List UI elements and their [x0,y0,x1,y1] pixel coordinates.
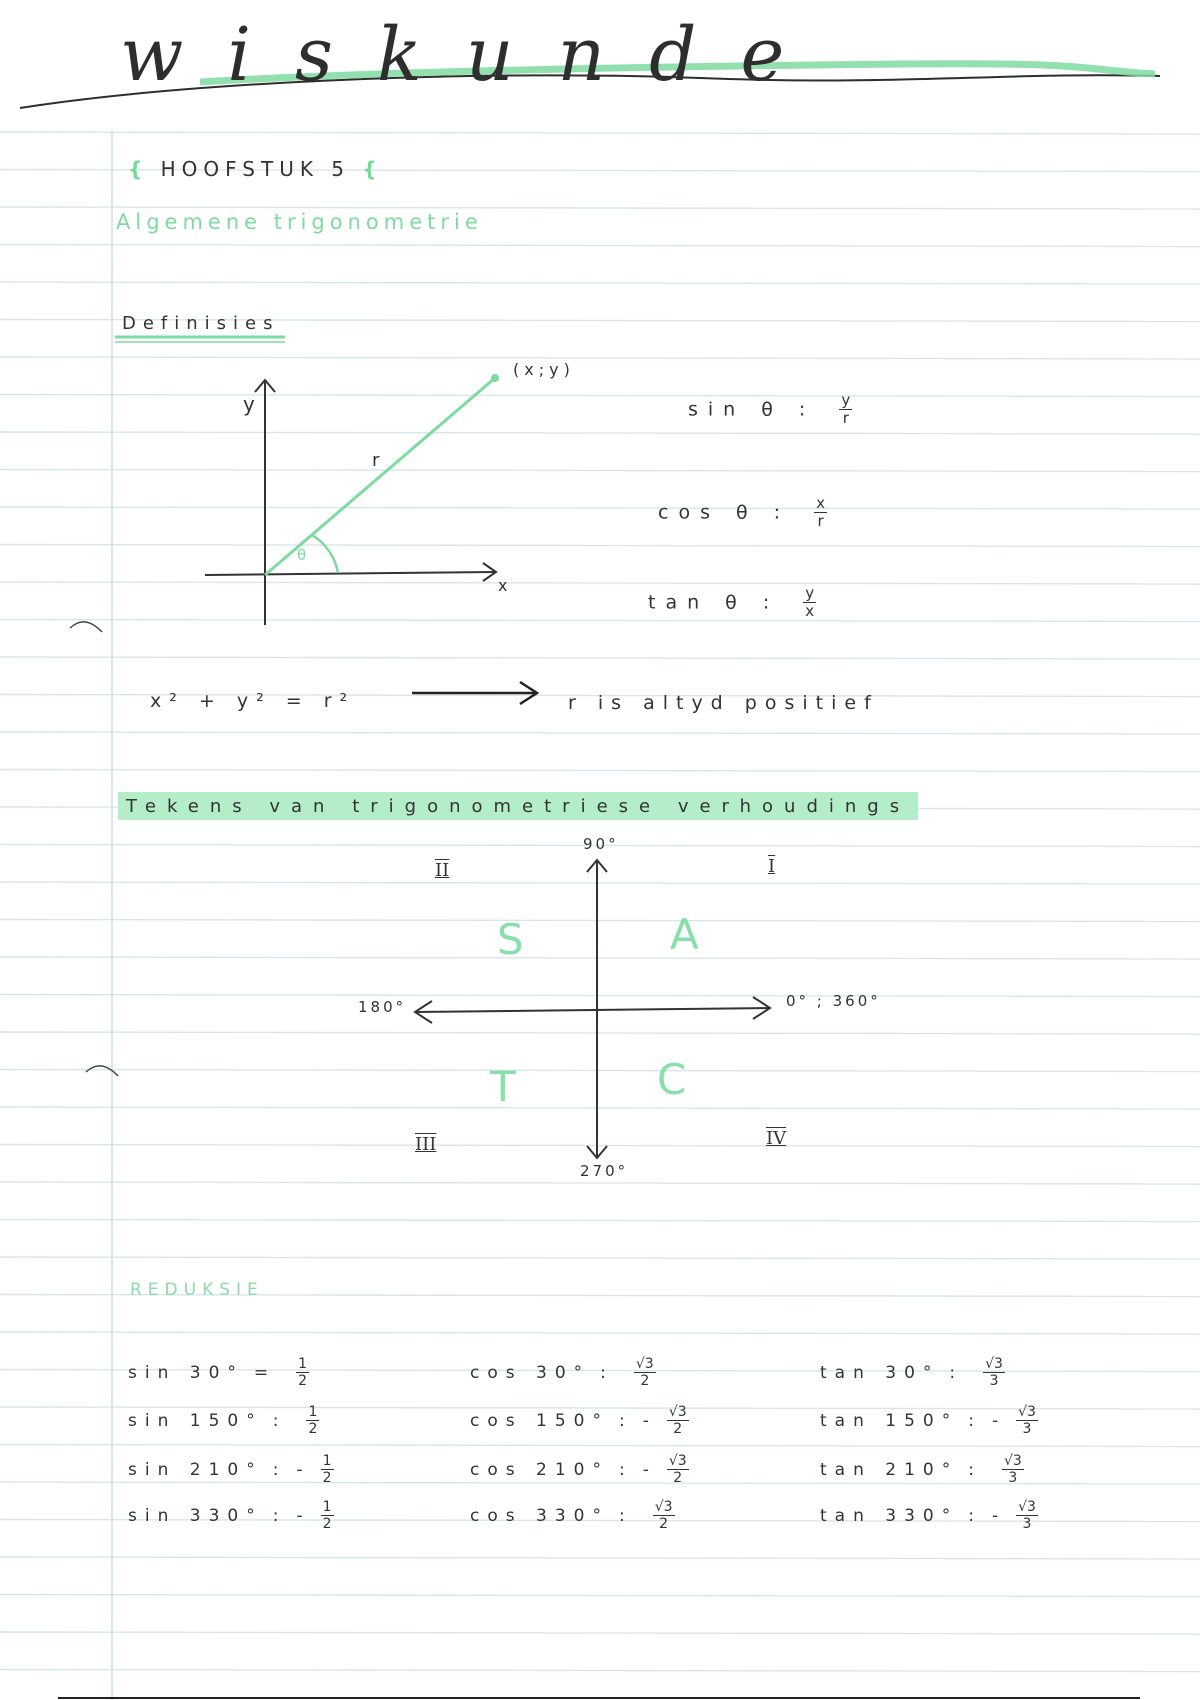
reduction-numerator: 1 [322,1453,332,1469]
tan-numerator: y [805,584,815,602]
reduction-sign: - [991,1505,1007,1526]
ruled-line [0,1070,1200,1072]
reduction-numerator: 1 [298,1356,308,1372]
reduction-operator: : [968,1410,982,1431]
ruled-line [0,1257,1200,1259]
quadrant-4-numeral: IV [766,1128,787,1149]
ruled-line [0,770,1200,772]
reduction-operator: : [272,1459,287,1480]
chapter-heading [128,157,383,181]
reduction-tan-row [820,1453,1024,1486]
quadrant-2-letter: S [497,915,524,964]
reduction-denominator: 2 [322,1516,332,1533]
ruled-line [0,657,1200,659]
reduction-sign: - [642,1410,657,1431]
reduction-operator: : [968,1459,982,1480]
ruled-line [0,1182,1200,1184]
reduction-denominator: 3 [1022,1421,1032,1438]
reduction-operator: = [253,1362,277,1383]
reduction-numerator: √3 [1018,1404,1036,1420]
cos-numerator: x [816,494,826,512]
reduction-lhs: sin 330° [128,1505,263,1526]
ruled-line [0,357,1200,359]
reduction-sin-row [128,1356,309,1389]
reduction-operator: : [968,1505,982,1526]
reduction-denominator: 2 [322,1470,332,1487]
reduction-sign: - [296,1459,311,1480]
reduction-denominator: 2 [640,1373,650,1390]
reduction-cos-row [470,1499,675,1532]
reduction-denominator: 2 [673,1421,683,1438]
reduction-fraction [306,1404,319,1437]
ruled-line [0,1445,1200,1447]
reduction-sin-row [128,1499,334,1532]
angle-90-label: 90° [583,835,619,853]
quadrant-3-letter: T [490,1062,516,1111]
tan-denominator: x [805,602,815,621]
reduction-operator: : [600,1362,614,1383]
reduction-cos-row [470,1404,689,1437]
reduction-fraction [296,1356,309,1389]
binding-hole [70,622,102,632]
reduction-numerator: √3 [635,1356,654,1372]
ruled-line [0,995,1200,997]
angle-label: θ [297,546,307,564]
reduction-operator: : [272,1410,287,1431]
sin-denominator: r [842,409,849,428]
reduction-denominator: 3 [1008,1470,1018,1487]
ruled-line [0,1220,1200,1222]
ruled-line [0,132,1200,134]
point-dot [491,374,499,382]
reduction-lhs: sin 210° [128,1459,263,1480]
reduction-fraction [1016,1404,1038,1437]
reduction-fraction [634,1356,656,1389]
reduction-fraction [653,1499,675,1532]
reduction-numerator: 1 [322,1499,332,1515]
ruled-line [0,882,1200,884]
radius-label: r [372,450,380,471]
reduction-lhs: tan 210° [820,1459,959,1480]
ruled-line [0,1557,1200,1559]
reduction-lhs: sin 30° [128,1362,244,1383]
tan-definition [648,585,816,621]
reduction-tan-row [820,1404,1038,1437]
reduction-denominator: 2 [659,1516,669,1533]
ruled-line [0,957,1200,959]
ruled-line [0,1632,1200,1634]
reduction-denominator: 3 [989,1373,999,1390]
ruled-line [0,620,1200,622]
quadrant-1-letter: A [670,910,699,959]
signs-heading: Tekens van trigonometriese verhoudings [126,796,911,817]
ruled-line [0,282,1200,284]
binding-hole [86,1066,118,1076]
reduction-fraction [1002,1453,1024,1486]
reduction-operator: : [272,1505,287,1526]
reduction-lhs: cos 210° [470,1459,609,1480]
quadrant-4-letter: C [657,1055,687,1104]
ruled-line [0,1032,1200,1034]
definitions-heading: Definisies [122,313,280,334]
reduction-lhs: sin 150° [128,1410,263,1431]
reduction-operator: : [618,1505,633,1526]
cos-definition-lhs: cos θ : [658,501,791,524]
ruled-line [0,470,1200,472]
reduction-numerator: √3 [1018,1499,1036,1515]
angle-0-360-label: 0° ; 360° [786,992,881,1010]
x-axis-label: x [498,576,508,595]
reduction-lhs: tan 30° [820,1362,940,1383]
reduction-heading: REDUKSIE [130,1280,264,1300]
reduction-operator: : [949,1362,964,1383]
ruled-line [0,1332,1200,1334]
cast-horizontal-axis [415,1008,770,1012]
r-positive-note: r is altyd positief [568,692,879,714]
point-label: (x;y) [513,360,575,379]
ruled-line [0,432,1200,434]
quadrant-3-numeral: III [415,1134,437,1155]
reduction-numerator: √3 [668,1404,687,1420]
reduction-numerator: √3 [668,1453,687,1469]
reduction-numerator: √3 [985,1356,1003,1372]
reduction-fraction [321,1453,334,1486]
tan-definition-lhs: tan θ : [648,591,780,614]
quadrant-1-numeral: I [768,856,776,877]
reduction-lhs: cos 150° [470,1410,609,1431]
reduction-lhs: cos 330° [470,1505,609,1526]
reduction-cos-row [470,1356,656,1389]
reduction-fraction [983,1356,1005,1389]
ruled-lines [0,132,1200,1672]
reduction-operator: : [618,1459,633,1480]
ruled-line [0,1107,1200,1109]
cast-diagram [415,860,770,1158]
ruled-line [0,507,1200,509]
reduction-denominator: 2 [308,1421,318,1438]
x-axis [205,572,495,575]
angle-180-label: 180° [358,998,407,1016]
sin-numerator: y [841,391,851,409]
reduction-operator: : [618,1410,633,1431]
reduction-lhs: cos 30° [470,1362,591,1383]
reduction-cos-row [470,1453,689,1486]
reduction-fraction [667,1453,689,1486]
reduction-fraction [321,1499,334,1532]
angle-arc [312,535,338,573]
reduction-denominator: 2 [673,1470,683,1487]
reduction-sign: - [296,1505,311,1526]
reduction-numerator: √3 [1003,1453,1022,1469]
ruled-line [0,582,1200,584]
ruled-line [0,1145,1200,1147]
reduction-sin-row [128,1453,334,1486]
pythagoras-identity: x² + y² = r² [150,690,356,712]
ruled-line [0,732,1200,734]
ruled-line [0,1595,1200,1597]
tan-definition-fraction [803,585,816,621]
reduction-fraction [1016,1499,1038,1532]
quadrant-2-numeral: II [435,860,450,881]
reduction-lhs: tan 330° [820,1505,959,1526]
reduction-tan-row [820,1356,1005,1389]
sin-definition [688,392,852,428]
reduction-denominator: 2 [298,1373,308,1390]
ruled-line [0,207,1200,209]
chapter-right-bracket: { [362,157,383,181]
reduction-lhs: tan 150° [820,1410,959,1431]
reduction-denominator: 3 [1022,1516,1032,1533]
ruled-line [0,920,1200,922]
reduction-sign: - [991,1410,1007,1431]
reduction-sign: - [642,1459,657,1480]
cos-definition [658,495,827,531]
chapter-left-bracket: { [128,157,149,181]
ruled-line [0,245,1200,247]
cos-definition-fraction [814,495,827,531]
reduction-numerator: 1 [308,1404,318,1420]
ruled-line [0,545,1200,547]
ruled-line [0,395,1200,397]
page-title: wiskunde [120,12,829,98]
ruled-line [0,1670,1200,1672]
cos-denominator: r [817,512,824,531]
sin-definition-fraction [839,392,852,428]
reduction-fraction [667,1404,689,1437]
angle-270-label: 270° [580,1162,629,1180]
sin-definition-lhs: sin θ : [688,398,816,421]
chapter-label: HOOFSTUK 5 [160,157,351,181]
reduction-tan-row [820,1499,1038,1532]
chapter-subtitle: Algemene trigonometrie [116,210,483,234]
y-axis-label: y [243,392,255,416]
reduction-numerator: √3 [654,1499,673,1515]
reduction-sin-row [128,1404,319,1437]
